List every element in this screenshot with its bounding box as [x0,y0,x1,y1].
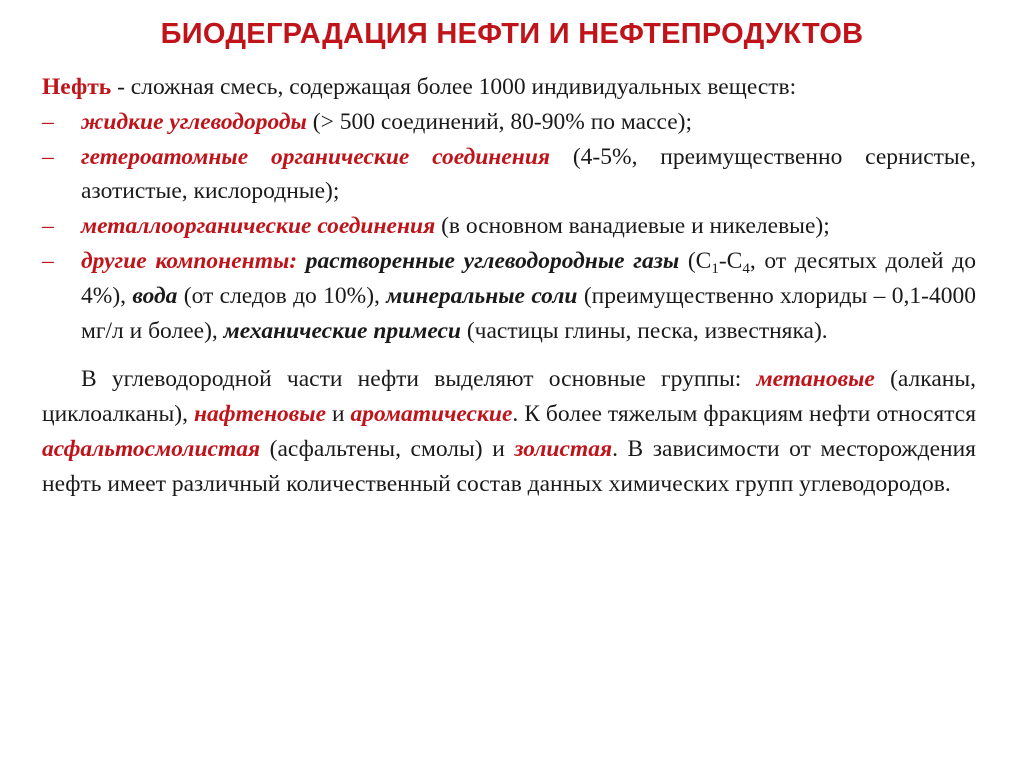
item-term: металлоорганические соединения [81,213,436,240]
list-dash: – [42,108,54,135]
intro-line [42,70,976,105]
gas-open: (С [679,247,712,274]
item-term: гетероатомные органические соединения [81,143,551,170]
gas-sub-4: 4 [742,260,750,277]
item-term: другие компоненты: [81,247,298,274]
term-asphalt: асфальтосмолистая [42,435,261,462]
mech-label: механические примеси [223,317,461,344]
para-text: В углеводородной части нефти выделяют основные группы: [81,366,757,393]
item-text: (в основном ванадиевые и никелевые); [435,213,830,240]
item-text: (> 500 соединений, 80-90% по массе); [306,108,692,135]
gas-label: растворенные углеводородные газы [305,247,680,274]
slide-body [42,70,976,502]
list-dash: – [42,143,54,170]
water-label: вода [132,282,178,309]
intro-text: - сложная смесь, содержащая более 1000 индивидуальных веществ: [111,74,797,100]
term-methane: метановые [756,366,875,393]
mech-text: (частицы глины, песка, известняка). [460,317,828,344]
term-ash: золистая [514,435,613,462]
list-item [42,244,976,348]
para-text: (алканы, циклоалканы), [42,366,976,428]
intro-term: Нефть [42,74,112,100]
list-dash: – [42,247,54,274]
gas-close: , от десятых долей до 4%), [81,247,977,309]
salts-label: минеральные соли [386,282,578,309]
term-aromatic: ароматические [350,401,513,428]
list-item [42,140,976,210]
gas-mid: -С [718,247,743,274]
para-text: (асфальтены, смолы) и [260,435,515,462]
slide-title: БИОДЕГРАДАЦИЯ НЕФТИ И НЕФТЕПРОДУКТОВ [160,18,864,50]
summary-paragraph [42,362,976,501]
term-naphthene: нафтеновые [193,401,327,428]
para-text: и [326,401,351,428]
list-item [42,105,976,140]
para-text: . К более тяжелым фракциям нефти относятся [512,401,976,428]
list-item [42,209,976,244]
item-term: жидкие углеводороды [81,108,307,135]
item-text: (4-5%, преимущественно сернистые, азотистые, кислородные); [81,143,976,205]
list-dash: – [42,213,54,240]
water-text: (от следов до 10%), [177,282,387,309]
gas-sub-1: 1 [711,260,719,277]
para-text: . В зависимости от месторождения нефть имеет различный количественный состав данных химических групп углеводородов. [42,435,976,497]
salts-text: (преимущественно хлориды – 0,1-4000 мг/л и более), [81,282,976,344]
